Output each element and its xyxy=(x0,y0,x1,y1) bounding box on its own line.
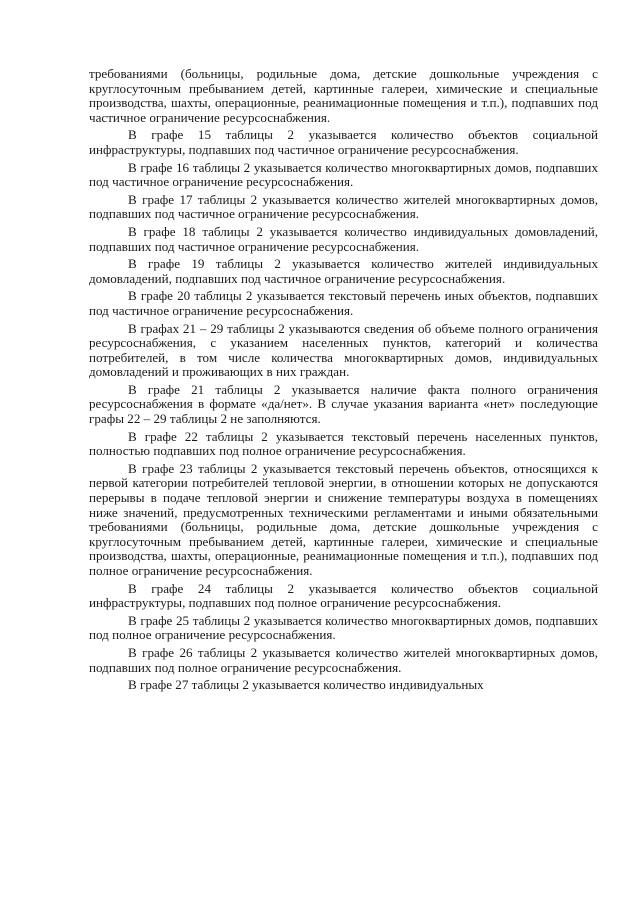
paragraph-column-15: В графе 15 таблицы 2 указывается количество объектов социальной инфраструктуры, подпавших под частичное ограничение ресурсоснабжения. xyxy=(89,127,598,157)
paragraph-column-22: В графе 22 таблицы 2 указывается текстовый перечень населенных пунктов, полностью подпавших под полное ограничение ресурсоснабжения. xyxy=(89,428,598,459)
paragraph-column-24: В графе 24 таблицы 2 указывается количество объектов социальной инфраструктуры, подпавших под полное ограничение ресурсоснабжения. xyxy=(89,580,598,611)
paragraph-continuation: требованиями (больницы, родильные дома, детские дошкольные учреждения с круглосуточным пребыванием детей, картинные галереи, химические и специальные производства, шахты, операционные, реанимационные помещения и т.п.), подпавших под частичное ограничение ресурсоснабжения. xyxy=(89,66,598,125)
paragraph-column-16: В графе 16 таблицы 2 указывается количество многоквартирных домов, подпавших под частичное ограничение ресурсоснабжения. xyxy=(89,159,598,190)
paragraph-column-20: В графе 20 таблицы 2 указывается текстовый перечень иных объектов, подпавших под частичное ограничение ресурсоснабжения. xyxy=(89,288,598,318)
paragraph-column-17: В графе 17 таблицы 2 указывается количество жителей многоквартирных домов, подпавших под частичное ограничение ресурсоснабжения. xyxy=(89,191,598,222)
paragraph-column-21: В графе 21 таблицы 2 указывается наличие факта полного ограничения ресурсоснабжения в формате «да/нет». В случае указания варианта «нет» последующие графы 22 – 29 таблицы 2 не заполняются. xyxy=(89,381,598,427)
paragraph-column-19: В графе 19 таблицы 2 указывается количество жителей индивидуальных домовладений, подпавших под частичное ограничение ресурсоснабжения. xyxy=(89,256,598,286)
paragraph-column-27: В графе 27 таблицы 2 указывается количество индивидуальных xyxy=(128,677,484,693)
paragraph-column-25: В графе 25 таблицы 2 указывается количество многоквартирных домов, подпавших под полное ограничение ресурсоснабжения. xyxy=(89,612,598,643)
paragraph-columns-21-29: В графах 21 – 29 таблицы 2 указываются сведения об объеме полного ограничения ресурсоснабжения, с указанием населенных пунктов, категорий и количества потребителей, в том числе количества многоквартирных домов, индивидуальных домовладений и проживающих в них граждан. xyxy=(89,320,598,380)
paragraph-column-26: В графе 26 таблицы 2 указывается количество жителей многоквартирных домов, подпавших под полное ограничение ресурсоснабжения. xyxy=(89,644,598,675)
paragraph-column-23: В графе 23 таблицы 2 указывается текстовый перечень объектов, относящихся к первой категории потребителей тепловой энергии, в отношении которых не допускаются перерывы в подаче тепловой энергии и снижение температуры воздуха в помещениях ниже значений, предусмотренных техническими регламентами и иными обязательными требованиями (больницы, родильные дома, детские дошкольные учреждения с круглосуточным пребыванием детей, картинные галереи, химические и специальные производства, шахты, операционные, реанимационные помещения и т.п.), подпавших под полное ограничение ресурсоснабжения. xyxy=(89,460,598,578)
paragraph-column-18: В графе 18 таблицы 2 указывается количество индивидуальных домовладений, подпавших под частичное ограничение ресурсоснабжения. xyxy=(89,223,598,254)
